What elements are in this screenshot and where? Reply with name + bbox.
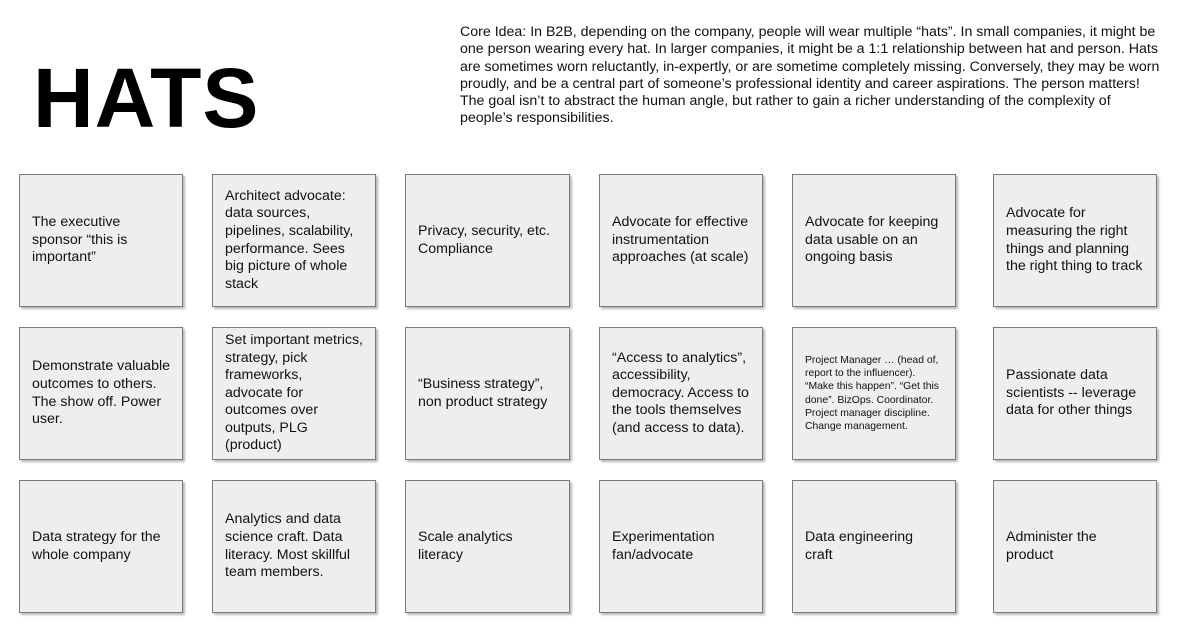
page-title: HATS — [33, 51, 260, 145]
hat-card-text: Advocate for measuring the right things and planning the right thing to track — [1006, 205, 1143, 275]
hat-card-architect-advocate — [212, 174, 376, 307]
hat-card-power-user — [19, 327, 183, 460]
hat-card-measuring-right-things — [993, 174, 1157, 307]
hat-card-experimentation-advocate — [599, 480, 763, 613]
hat-card-data-strategy — [19, 480, 183, 613]
hat-card-data-usability — [792, 174, 956, 307]
hat-card-text: Analytics and data science craft. Data literacy. Most skillful team members. — [225, 511, 351, 581]
hat-card-executive-sponsor — [19, 174, 183, 307]
hat-card-text: Set important metrics, strategy, pick frameworks, advocate for outcomes over outputs, PLG (product) — [225, 331, 363, 454]
hat-card-text: Advocate for effective instrumentation approaches (at scale) — [612, 214, 749, 266]
hat-card-metrics-strategy — [212, 327, 376, 460]
hat-card-project-manager — [792, 327, 956, 460]
hat-card-text: The executive sponsor “this is important” — [32, 214, 128, 266]
hat-card-text: Architect advocate: data sources, pipelines, scalability, performance. Sees big picture of whole stack — [225, 187, 354, 292]
hat-card-text: Privacy, security, etc. Compliance — [418, 222, 550, 257]
hat-card-text: Advocate for keeping data usable on an ongoing basis — [805, 214, 939, 266]
hat-card-privacy-security — [405, 174, 570, 307]
hat-card-text: Data engineering craft — [805, 528, 914, 563]
hat-card-text: Administer the product — [1006, 528, 1097, 563]
hat-card-text: Passionate data scientists -- leverage data for other things — [1006, 367, 1137, 419]
hat-card-text: Project Manager … (head of, report to the influencer). “Make this happen”. “Get this done”. BizOps. Coordinator. Project manager discipline. Change management. — [805, 354, 939, 432]
hat-card-text: Experimentation fan/advocate — [612, 528, 715, 563]
hat-card-passionate-data-scientists — [993, 327, 1157, 460]
hat-card-data-engineering — [792, 480, 956, 613]
hat-card-scale-analytics-literacy — [405, 480, 570, 613]
hat-card-text: “Access to analytics”, accessibility, democracy. Access to the tools themselves (and access to data). — [612, 349, 749, 436]
hat-card-text: Data strategy for the whole company — [32, 528, 161, 563]
hat-card-text: “Business strategy”, non product strategy — [418, 375, 548, 410]
hat-card-analytics-craft — [212, 480, 376, 613]
hat-card-text: Scale analytics literacy — [418, 528, 513, 563]
hat-card-administer-product — [993, 480, 1157, 613]
hat-card-business-strategy — [405, 327, 570, 460]
hat-card-instrumentation-advocate — [599, 174, 763, 307]
hat-card-text: Demonstrate valuable outcomes to others. The show off. Power user. — [32, 358, 171, 428]
core-idea-text: Core Idea: In B2B, depending on the company, people will wear multiple “hats”. In small companies, it might be one person wearing every hat. In larger companies, it might be a 1:1 relationship between hat and person. Hats are sometimes worn reluctantly, in-expertly, or are sometime completely missing. Conversely, they may be worn proudly, and be a central part of someone’s professional identity and career aspirations. The person matters! The goal isn’t to abstract the human angle, but rather to gain a richer understanding of the complexity of people’s responsibilities. — [460, 24, 1160, 127]
hat-card-access-to-analytics — [599, 327, 763, 460]
